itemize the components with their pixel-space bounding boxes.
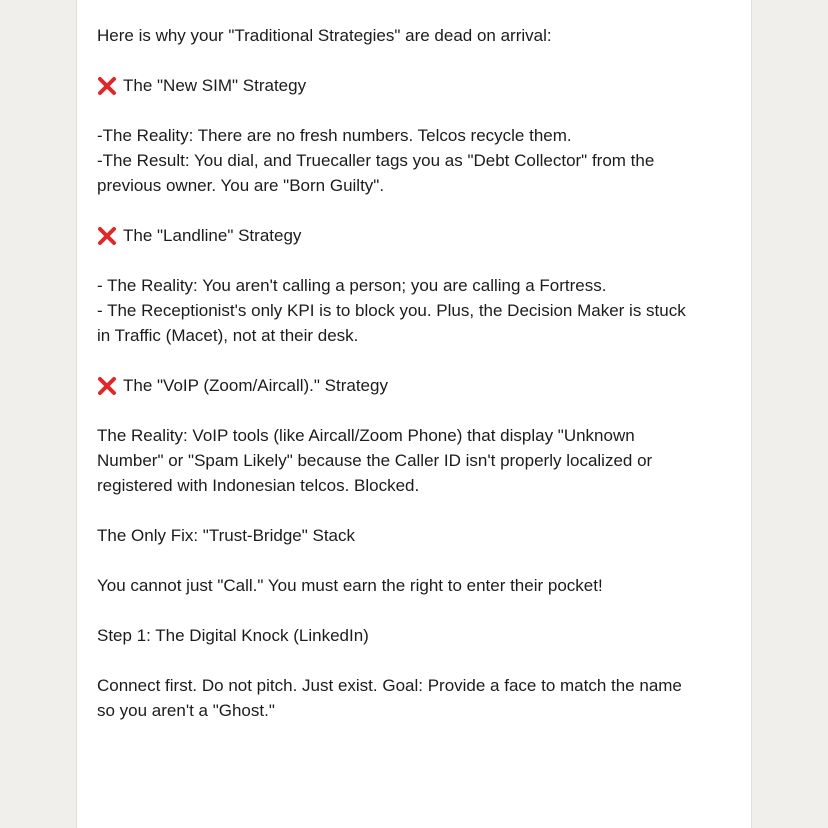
cross-mark-icon (97, 226, 117, 246)
section-title: The "Landline" Strategy (123, 226, 302, 245)
cross-mark-icon (97, 376, 117, 396)
section-heading-landline (97, 223, 737, 248)
section-line: - The Receptionist's only KPI is to block you. Plus, the Decision Maker is stuck (97, 301, 686, 320)
section-heading-voip (97, 373, 737, 398)
section-line: -The Reality: There are no fresh numbers. Telcos recycle them. (97, 126, 572, 145)
section-line: registered with Indonesian telcos. Blocked. (97, 476, 420, 495)
section-line: - The Reality: You aren't calling a person; you are calling a Fortress. (97, 276, 607, 295)
section-line: in Traffic (Macet), not at their desk. (97, 326, 359, 345)
section-title: The "New SIM" Strategy (123, 76, 307, 95)
section-line: The Reality: VoIP tools (like Aircall/Zoom Phone) that display "Unknown (97, 426, 635, 445)
fix-statement: You cannot just "Call." You must earn the right to enter their pocket! (97, 576, 603, 595)
section-line: previous owner. You are "Born Guilty". (97, 176, 385, 195)
step1-line: so you aren't a "Ghost." (97, 701, 275, 720)
step1-title: Step 1: The Digital Knock (LinkedIn) (97, 626, 369, 645)
section-line: -The Result: You dial, and Truecaller tags you as "Debt Collector" from the (97, 151, 655, 170)
fix-title: The Only Fix: "Trust-Bridge" Stack (97, 526, 356, 545)
section-title: The "VoIP (Zoom/Aircall)." Strategy (123, 376, 388, 395)
section-line: Number" or "Spam Likely" because the Caller ID isn't properly localized or (97, 451, 653, 470)
post-card (76, 0, 752, 828)
intro-text: Here is why your "Traditional Strategies" are dead on arrival: (97, 26, 552, 45)
post-body (97, 23, 737, 723)
section-heading-new-sim (97, 73, 737, 98)
cross-mark-icon (97, 76, 117, 96)
step1-line: Connect first. Do not pitch. Just exist. Goal: Provide a face to match the name (97, 676, 682, 695)
